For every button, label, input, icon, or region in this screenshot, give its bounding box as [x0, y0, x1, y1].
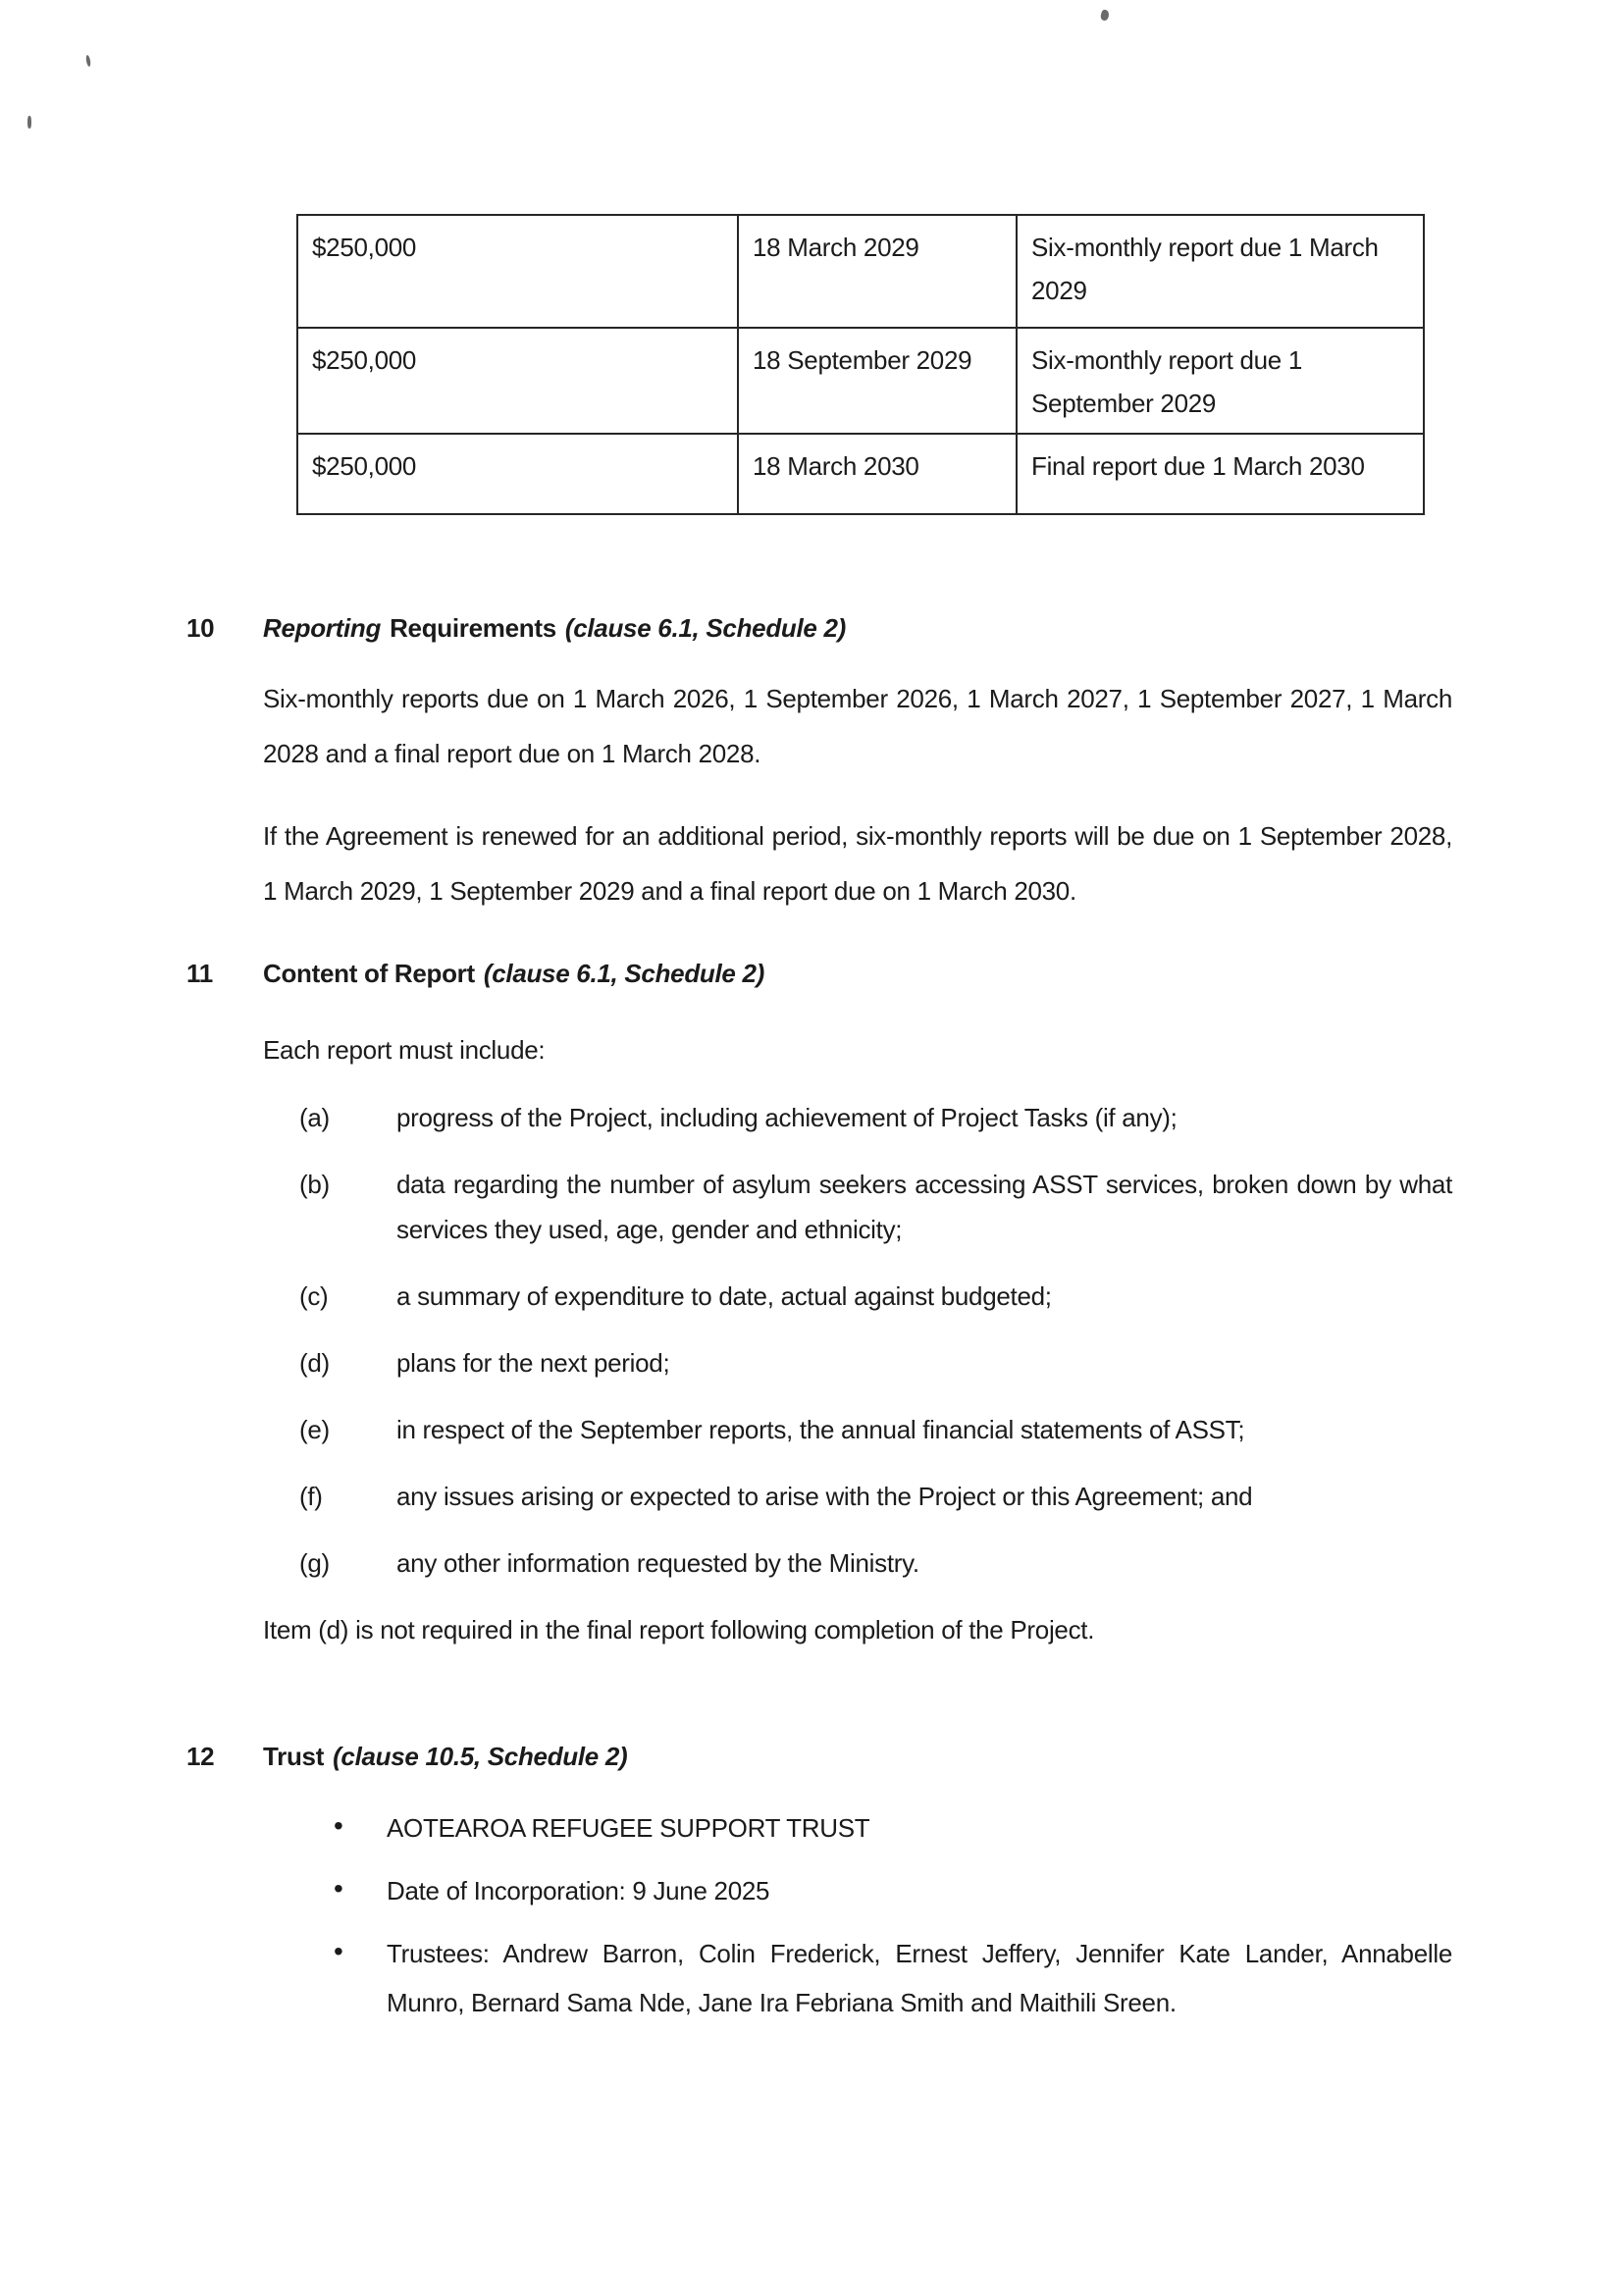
bullet-icon	[334, 1803, 387, 1852]
page-content	[186, 214, 1452, 2041]
table-row	[297, 215, 1424, 328]
report-due-cell: Six-monthly report due 1 September 2029	[1017, 328, 1424, 434]
section-title-italic: Reporting	[263, 613, 382, 643]
list-item	[299, 1540, 1452, 1586]
list-item-label: (b)	[299, 1170, 330, 1199]
list-item-label: (g)	[299, 1548, 330, 1578]
bullet-icon	[334, 1929, 387, 2027]
section-title-bold: Trust	[263, 1742, 325, 1771]
list-item	[334, 1866, 1452, 1915]
report-items-list	[186, 1095, 1452, 1586]
report-include-intro: Each report must include:	[263, 1035, 546, 1065]
list-item	[299, 1474, 1452, 1519]
scan-artifact	[27, 116, 31, 129]
list-item	[299, 1095, 1452, 1140]
payment-amount-cell: $250,000	[297, 434, 738, 514]
payment-schedule-table	[296, 214, 1425, 515]
section-title	[263, 608, 846, 648]
incorporation-date: Date of Incorporation: 9 June 2025	[387, 1876, 770, 1905]
trust-name: AOTEAROA REFUGEE SUPPORT TRUST	[387, 1813, 870, 1843]
scan-artifact	[1100, 9, 1110, 22]
list-item-label: (c)	[299, 1281, 329, 1311]
scan-artifact	[85, 55, 91, 68]
list-item-label: (d)	[299, 1348, 330, 1378]
report-due-cell: Final report due 1 March 2030	[1017, 434, 1424, 514]
list-item-text: a summary of expenditure to date, actual against budgeted;	[396, 1281, 1052, 1311]
payment-amount-cell: $250,000	[297, 328, 738, 434]
section-title	[263, 1737, 627, 1776]
list-item	[299, 1274, 1452, 1319]
list-item-text: any issues arising or expected to arise with the Project or this Agreement; and	[396, 1482, 1253, 1511]
reporting-paragraph-2: If the Agreement is renewed for an additional period, six-monthly reports will be due on 1 September 2028, 1 March 2029, 1 September 2029 and a final report due on 1 March 2030.	[263, 821, 1452, 906]
section-title	[263, 954, 764, 993]
list-item-text: progress of the Project, including achievement of Project Tasks (if any);	[396, 1103, 1178, 1132]
section-11-heading	[186, 954, 1452, 993]
list-item	[299, 1407, 1452, 1452]
payment-amount-cell: $250,000	[297, 215, 738, 328]
list-item	[334, 1929, 1452, 2027]
trustees-list: Trustees: Andrew Barron, Colin Frederick, Ernest Jeffery, Jennifer Kate Lander, Annabelle Munro, Bernard Sama Nde, Jane Ira Febriana Smith and Maithili Sreen.	[387, 1939, 1452, 2017]
bullet-icon	[334, 1866, 387, 1915]
reporting-paragraph-1: Six-monthly reports due on 1 March 2026, 1 September 2026, 1 March 2027, 1 September 2027, 1 March 2028 and a final report due on 1 March 2028.	[263, 684, 1452, 768]
section-12-heading	[186, 1737, 1452, 1776]
item-d-note: Item (d) is not required in the final report following completion of the Project.	[263, 1615, 1095, 1644]
payment-date-cell: 18 September 2029	[738, 328, 1017, 434]
section-10-heading	[186, 608, 1452, 648]
section-title-clause: (clause 6.1, Schedule 2)	[483, 959, 765, 988]
section-number: 11	[186, 959, 213, 988]
report-due-cell: Six-monthly report due 1 March 2029	[1017, 215, 1424, 328]
list-item	[299, 1162, 1452, 1252]
list-item-label: (a)	[299, 1103, 330, 1132]
payment-date-cell: 18 March 2029	[738, 215, 1017, 328]
payment-date-cell: 18 March 2030	[738, 434, 1017, 514]
list-item-text: plans for the next period;	[396, 1348, 670, 1378]
list-item-label: (f)	[299, 1482, 323, 1511]
section-title-bold: Content of Report	[263, 959, 475, 988]
section-number: 12	[186, 1742, 215, 1771]
list-item-text: in respect of the September reports, the annual financial statements of ASST;	[396, 1415, 1245, 1444]
list-item-text: data regarding the number of asylum seekers accessing ASST services, broken down by what services they used, age, gender and ethnicity;	[396, 1170, 1452, 1244]
section-title-bold: Requirements	[390, 613, 556, 643]
section-title-clause: (clause 6.1, Schedule 2)	[564, 613, 847, 643]
list-item-text: any other information requested by the Ministry.	[396, 1548, 919, 1578]
section-number: 10	[186, 613, 215, 643]
list-item	[334, 1803, 1452, 1852]
table-row	[297, 434, 1424, 514]
list-item-label: (e)	[299, 1415, 330, 1444]
table-row	[297, 328, 1424, 434]
section-title-clause: (clause 10.5, Schedule 2)	[333, 1742, 628, 1771]
list-item	[299, 1340, 1452, 1385]
trust-bullet-list	[186, 1803, 1452, 2027]
